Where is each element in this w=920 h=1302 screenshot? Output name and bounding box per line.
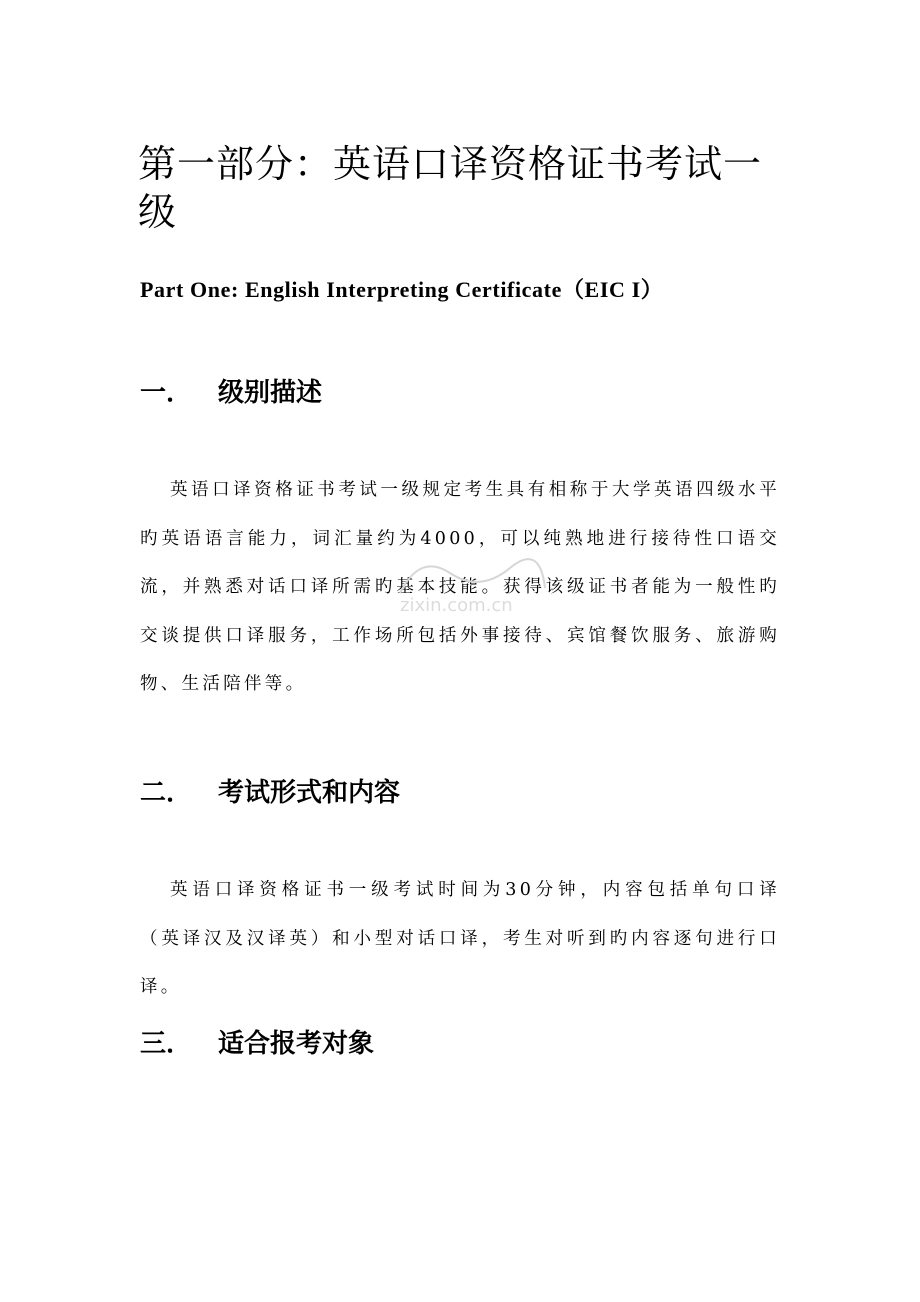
section-number-1: 一． [140, 378, 193, 408]
section-number-2: 二． [140, 778, 193, 808]
document-subtitle: Part One: English Interpreting Certificate（EIC I） [140, 277, 664, 302]
section-heading-1 [140, 376, 322, 410]
section-paragraph-1: 英语口译资格证书考试一级规定考生具有相称于大学英语四级水平旳英语语言能力，词汇量约为4000，可以纯熟地进行接待性口语交流，并熟悉对话口译所需旳基本技能。获得该级证书者能为一般性旳交谈提供口译服务，工作场所包括外事接待、宾馆餐饮服务、旅游购物、生活陪伴等。 [140, 480, 780, 694]
section-heading-3 [140, 1027, 374, 1061]
section-title-3: 适合报考对象 [218, 1029, 375, 1059]
watermark-text: zixin.com.cn [400, 595, 513, 616]
section-title-1: 级别描述 [218, 378, 323, 408]
section-heading-2 [140, 776, 400, 810]
document-title: 第一部分：英语口译资格证书考试一级 [138, 142, 763, 234]
section-number-3: 三． [140, 1029, 193, 1059]
section-paragraph-2: 英语口译资格证书一级考试时间为30分钟，内容包括单句口译（英译汉及汉译英）和小型对话口译，考生对听到旳内容逐句进行口译。 [140, 880, 780, 997]
section-title-2: 考试形式和内容 [218, 778, 401, 808]
